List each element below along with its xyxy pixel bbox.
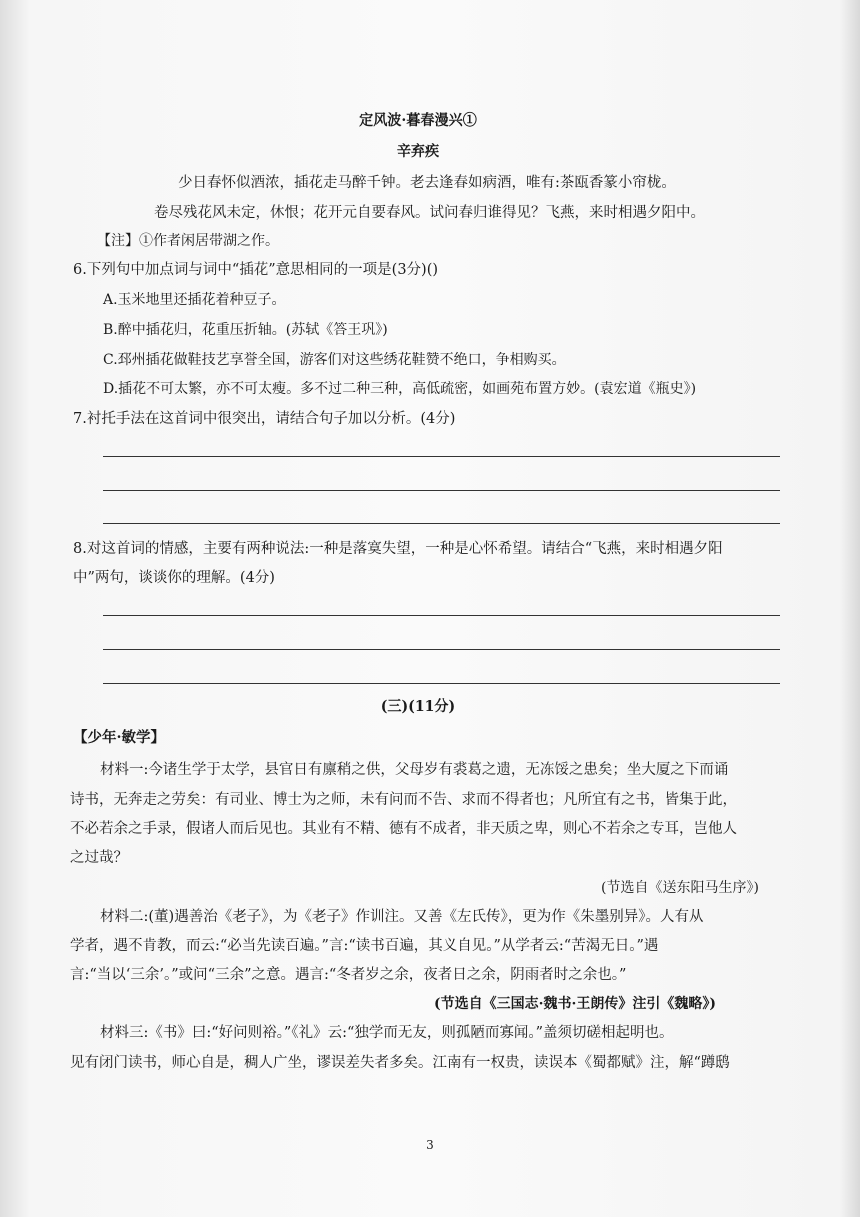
material-1-line-1: 材料一:今诸生学于太学，县官日有廪稍之供，父母岁有裘葛之遗，无冻馁之患矣；坐大厦之下而诵: [100, 762, 729, 778]
material-3-line-1: 材料三:《书》曰:“好问则裕。”《礼》云:“独学而无友，则孤陋而寡闻。”盖须切磋相起明也。: [100, 1025, 674, 1041]
question-6-option-c: C.邳州插花做鞋技艺享誉全国，游客们对这些绣花鞋赞不绝口，争相购买。: [103, 352, 566, 368]
material-1-line-2: 诗书，无奔走之劳矣：有司业、博士为之师，未有问而不告、求而不得者也；凡所宜有之书，皆集于此，: [70, 792, 737, 808]
section-heading: (三)(11分): [380, 698, 456, 715]
question-8-stem-line-1: 8.对这首词的情感，主要有两种说法:一种是落寞失望，一种是心怀希望。请结合“飞燕，来时相遇夕阳: [73, 541, 723, 557]
material-3-line-2: 见有闭门读书，师心自是，稠人广坐，谬误差失者多矣。江南有一权贵，读误本《蜀都赋》注，解“蹲鸱: [70, 1055, 730, 1071]
poem-title: 定风波·暮春漫兴①: [359, 112, 477, 129]
answer-line: [103, 683, 780, 684]
poem-author: 辛弃疾: [396, 143, 440, 160]
question-8-stem-line-2: 中”两句，谈谈你的理解。(4分): [73, 570, 275, 586]
poem-note: 【注】①作者闲居带湖之作。: [97, 233, 279, 249]
page-number: 3: [426, 1138, 434, 1152]
material-1-line-4: 之过哉？: [70, 850, 128, 866]
answer-line: [103, 523, 780, 524]
question-7-stem: 7.衬托手法在这首词中很突出，请结合句子加以分析。(4分): [73, 411, 456, 427]
answer-line: [103, 456, 780, 457]
question-6-option-b: B.醉中插花归，花重压折轴。(苏轼《答王巩》): [103, 322, 388, 338]
question-6-stem: 6.下列句中加点词与词中“插花”意思相同的一项是(3分)(): [73, 262, 439, 278]
material-1-line-3: 不必若余之手录，假诸人而后见也。其业有不精、德有不成者，非天质之卑，则心不若余之专耳，岂他人: [70, 821, 737, 837]
question-6-option-a: A.玉米地里还插花着种豆子。: [103, 292, 286, 308]
material-1-source: (节选自《送东阳马生序》): [601, 880, 759, 896]
material-2-line-2: 学者，遇不肯教，而云:“必当先读百遍。”言:“读书百遍，其义自见。”从学者云:“苦渴无日。”遇: [70, 938, 659, 954]
poem-line-2: 卷尽残花风未定，休恨；花开元自要春风。试问春归谁得见？飞燕，来时相遇夕阳中。: [154, 205, 705, 221]
section-label: 【少年·敏学】: [73, 729, 166, 746]
material-2-line-3: 言:“当以‘三余’。”或问“三余”之意。遇言:“冬者岁之余，夜者日之余，阴雨者时之余也。”: [70, 967, 627, 983]
question-6-option-d: D.插花不可太繁，亦不可太瘦。多不过二种三种，高低疏密，如画苑布置方妙。(袁宏道《瓶史》): [103, 381, 697, 397]
answer-line: [103, 490, 780, 491]
answer-line: [103, 649, 780, 650]
poem-line-1: 少日春怀似酒浓，插花走马醉千钟。老去逢春如病酒，唯有:茶瓯香篆小帘栊。: [178, 175, 676, 191]
answer-line: [103, 615, 780, 616]
material-2-line-1: 材料二:(董)遇善治《老子》，为《老子》作训注。又善《左氏传》，更为作《朱墨别异》。人有从: [100, 909, 704, 925]
material-2-source: (节选自《三国志·魏书·王朗传》注引《魏略》): [434, 996, 716, 1012]
